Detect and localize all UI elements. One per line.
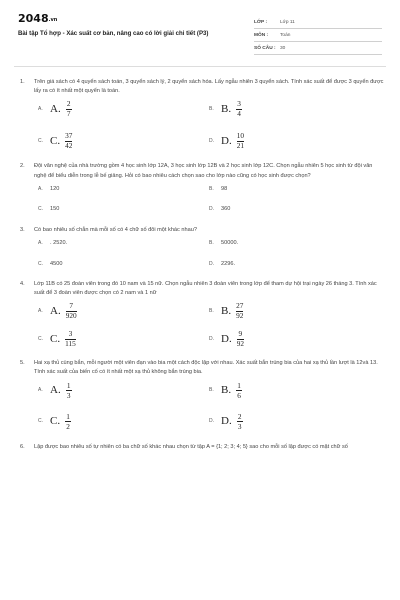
answer-row (38, 205, 386, 214)
fraction-denominator: 2 (66, 421, 70, 431)
answer-key-large: C. (50, 415, 61, 428)
answer-text: . 2520. (50, 240, 68, 247)
header-divider (14, 66, 386, 67)
fraction-numerator: 3 (237, 99, 241, 109)
question-text: Đội văn nghệ của nhà trường gồm 4 học sinh lớp 12A, 3 học sinh lớp 12B và 2 học sinh lớp 12C. Chọn ngẫu nhiên 5 học sinh từ đội văn nghệ để biểu diễn trong lễ bế giảng. Hỏi có bao nhiêu cách chọn sao cho lớp nào cũng có học sinh được chọn? (34, 163, 373, 179)
answer-key-large: A. (50, 102, 61, 115)
meta-table (254, 16, 382, 55)
fraction-denominator: 3 (66, 390, 71, 400)
fraction-numerator: 10 (236, 131, 244, 141)
answer-key: B. (209, 240, 214, 247)
answer-option-d[interactable] (209, 205, 380, 214)
answer-key-large: A. (50, 384, 61, 397)
answer-key-large: B. (221, 384, 232, 397)
answer-option-a[interactable] (38, 382, 209, 400)
answer-text: 50000. (221, 240, 239, 247)
fraction-numerator: 27 (236, 301, 244, 311)
fraction-denominator: 3 (237, 421, 242, 431)
question-stem (20, 162, 386, 180)
answer-option-d[interactable] (209, 132, 380, 150)
answer-fraction (66, 302, 77, 320)
answer-fraction (66, 382, 72, 400)
answer-row (38, 260, 386, 269)
fraction-denominator: 92 (236, 311, 244, 321)
fraction-denominator: 21 (236, 141, 244, 151)
fraction-numerator: 37 (65, 131, 73, 141)
answer-key-large: D. (221, 415, 232, 428)
answer-option-d[interactable] (209, 260, 380, 269)
question-stem (20, 78, 386, 96)
question-stem (20, 359, 386, 377)
answer-key-large: B. (221, 304, 232, 317)
page-header (18, 12, 384, 58)
answer-key-large: A. (50, 304, 61, 317)
answer-text: 120 (50, 185, 60, 192)
question-number: 5. (20, 360, 25, 367)
answer-option-d[interactable] (209, 413, 380, 431)
answer-fraction (65, 330, 76, 348)
answer-fraction (65, 132, 72, 150)
answer-option-c[interactable] (38, 205, 209, 214)
answer-key: B. (209, 105, 214, 112)
answer-key: D. (209, 260, 214, 267)
answer-row (38, 132, 386, 150)
answer-option-b[interactable] (209, 185, 380, 194)
answer-key: A. (38, 387, 43, 394)
fraction-numerator: 9 (238, 329, 243, 339)
answer-key: B. (209, 185, 214, 192)
answer-row (38, 100, 386, 118)
fraction-denominator: 92 (236, 339, 244, 349)
question-number: 3. (20, 227, 25, 234)
fraction-numerator: 7 (69, 301, 73, 311)
answer-fraction (65, 413, 71, 431)
answer-key: D. (209, 206, 214, 213)
answer-key: D. (209, 137, 214, 144)
answer-text: 2296. (221, 260, 235, 267)
answer-option-a[interactable] (38, 239, 209, 248)
answer-key: C. (38, 206, 43, 213)
fraction-denominator: 4 (237, 109, 241, 119)
answer-key: C. (38, 335, 43, 342)
answer-key-large: C. (50, 134, 61, 147)
answer-fraction (236, 302, 243, 320)
answer-key-large: D. (221, 332, 232, 345)
answer-key-large: C. (50, 332, 61, 345)
answer-option-d[interactable] (209, 330, 380, 348)
question-number: 2. (20, 163, 25, 170)
answer-options (38, 302, 386, 348)
answer-row (38, 413, 386, 431)
answer-key: A. (38, 240, 43, 247)
fraction-denominator: 7 (66, 109, 71, 119)
answer-option-a[interactable] (38, 100, 209, 118)
page-title: Bài tập Tổ hợp - Xác suất cơ bản, nâng cao có lời giải chi tiết (P3) (18, 30, 209, 37)
fraction-denominator: 920 (65, 311, 77, 321)
question-stem (20, 226, 386, 235)
answer-fraction (236, 382, 242, 400)
answer-key: C. (38, 137, 43, 144)
fraction-denominator: 42 (65, 141, 73, 151)
answer-key-large: D. (221, 134, 232, 147)
question-3 (14, 226, 386, 269)
answer-fraction (237, 132, 244, 150)
fraction-numerator: 3 (68, 329, 73, 339)
answer-fraction (237, 413, 243, 431)
answer-option-a[interactable] (38, 302, 209, 320)
answer-option-a[interactable] (38, 185, 209, 194)
answer-text: 360 (221, 206, 231, 213)
answer-option-c[interactable] (38, 330, 209, 348)
question-number: 4. (20, 280, 25, 287)
question-4 (14, 280, 386, 348)
question-2 (14, 162, 386, 214)
question-stem (20, 280, 386, 298)
answer-fraction (236, 100, 242, 118)
question-number: 6. (20, 443, 25, 450)
answer-text: 150 (50, 206, 60, 213)
answer-key: A. (38, 105, 43, 112)
answer-fraction (66, 100, 72, 118)
answer-option-b[interactable] (209, 100, 380, 118)
answer-key: A. (38, 307, 43, 314)
question-text: Lập được bao nhiêu số tự nhiên có ba chữ số khác nhau chọn từ tập A = {1; 2; 3; 4; 5} sao cho mỗi số lập được có mặt chữ số (34, 443, 348, 450)
answer-row (38, 382, 386, 400)
answer-option-b[interactable] (209, 239, 380, 248)
meta-row-count: SỐ CÂU : 30 (254, 42, 382, 55)
answer-key: C. (38, 418, 43, 425)
question-5 (14, 359, 386, 430)
answer-row (38, 239, 386, 248)
fraction-numerator: 2 (66, 99, 71, 109)
answer-row (38, 330, 386, 348)
answer-option-c[interactable] (38, 260, 209, 269)
answer-fraction (237, 330, 244, 348)
fraction-numerator: 1 (66, 380, 71, 390)
question-list (14, 78, 386, 452)
answer-key: B. (209, 307, 214, 314)
fraction-numerator: 2 (237, 411, 242, 421)
answer-options (38, 239, 386, 268)
answer-text: 98 (221, 185, 228, 192)
question-text: Lớp 11B có 25 đoàn viên trong đó 10 nam và 15 nữ. Chọn ngẫu nhiên 3 đoàn viên trong lớp để tham dự hội trại ngày 26 tháng 3. Tính xác suất để 3 đoàn viên được chọn có 2 nam và 1 nữ (34, 280, 377, 297)
answer-options (38, 100, 386, 150)
fraction-numerator: 1 (66, 411, 70, 421)
answer-row (38, 302, 386, 320)
answer-option-b[interactable] (209, 382, 380, 400)
answer-options (38, 382, 386, 431)
fraction-numerator: 1 (237, 380, 241, 390)
site-logo[interactable]: $2048_{.vn}$ (18, 12, 58, 25)
answer-option-b[interactable] (209, 302, 380, 320)
question-stem (20, 443, 386, 452)
answer-key-large: B. (221, 102, 232, 115)
answer-text: 4500 (50, 260, 63, 267)
answer-key: B. (209, 387, 214, 394)
answer-row (38, 185, 386, 194)
answer-key: D. (209, 418, 214, 425)
question-number: 1. (20, 79, 25, 85)
meta-row-class: LỚP : Lớp 11 (254, 16, 382, 29)
answer-key: C. (38, 260, 43, 267)
question-text: Trên giá sách có 4 quyển sách toán, 3 quyển sách lý, 2 quyển sách hóa. Lấy ngẫu nhiên 3 quyển sách. Tính xác suất để được 3 quyển được lấy ra có ít nhất một quyển là toán. (34, 79, 384, 95)
meta-row-subject: MÔN : Toán (254, 29, 382, 42)
question-text: Có bao nhiêu số chẵn mà mỗi số có 4 chữ số đôi một khác nhau? (34, 227, 197, 234)
question-1 (14, 78, 386, 150)
question-6 (14, 443, 386, 452)
answer-key: D. (209, 335, 214, 342)
answer-option-c[interactable] (38, 132, 209, 150)
fraction-denominator: 6 (237, 390, 241, 400)
question-text: Hai xạ thủ cùng bắn, mỗi người một viên đạn vào bia một cách độc lập với nhau. Xác suất bắn trúng bia của hai xạ thủ lần lượt là 12và 13. Tính xác suất của biến cố có ít nhất một xạ thủ không bắn trúng bia. (34, 360, 378, 376)
answer-options (38, 185, 386, 214)
answer-key: A. (38, 185, 43, 192)
fraction-denominator: 115 (65, 339, 76, 349)
answer-option-c[interactable] (38, 413, 209, 431)
